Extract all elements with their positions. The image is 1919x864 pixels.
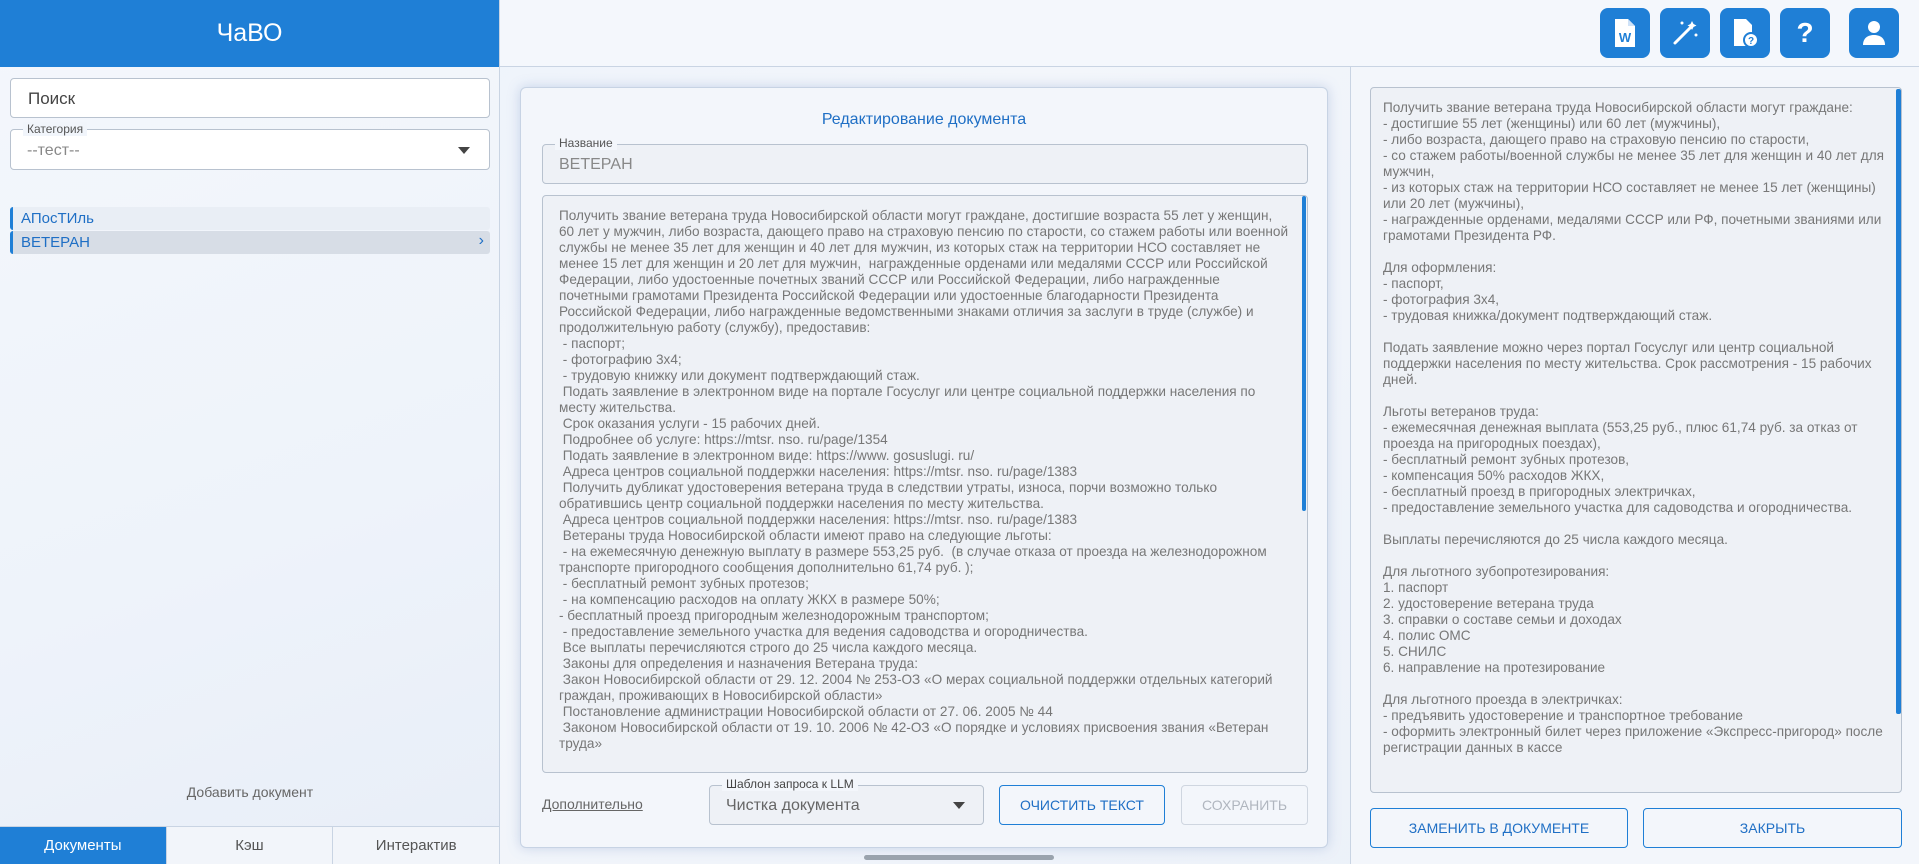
document-name-field[interactable]: [542, 136, 1308, 184]
sidebar: [0, 0, 500, 864]
document-editor: [520, 87, 1328, 848]
result-text-area[interactable]: Получить звание ветерана труда Новосибирской области могут граждане: - достигшие 55 лет (женщины) или 60 лет (мужчины), - либо возраста, дающего право на страховую пенсию по старости, - со стажем работы/военной службы не менее 35 лет для женщин и 40 лет для мужчин, - из которых стаж на территории НСО составляет не менее 15 лет (женщины) или 20 лет (мужчины), - награжденные орденами, медалями СССР или РФ, почетными званиями или грамотами Президента РФ. Для оформления: - паспорт, - фотография 3х4, - трудовая книжка/документ подтверждающий стаж. Подать заявление можно через портал Госуслуг или центр социальной поддержки населения по месту жительства. Срок рассмотрения - 15 рабочих дней. Льготы ветеранов труда: - ежемесячная денежная выплата (553,25 руб., плюс 61,74 руб. за отказ от проезда на пригородных поездах), - бесплатный ремонт зубных протезов, - компенсация 50% расходов ЖКХ, - бесплатный проезд в пригородных электричках, - предоставление земельного участка для садоводства и огородничества. Выплаты перечисляются до 25 числа каждого месяца. Для льготного зубопротезирования: 1. паспорт 2. удостоверение ветерана труда 3. справки о составе семьи и доходах 4. полис ОМС 5. СНИЛС 6. направление на протезирование Для льготного проезда в электричках: - предъявить удостоверение и транспортное требование - оформить электронный билет через приложение «Экспресс-пригород» после регистрации данных в кассе: [1370, 87, 1902, 793]
document-help-button[interactable]: [1720, 8, 1770, 58]
user-button[interactable]: [1849, 8, 1899, 58]
category-select[interactable]: [10, 122, 490, 170]
document-name-value: ВЕТЕРАН: [559, 156, 633, 173]
category-value: --тест--: [27, 142, 80, 159]
document-list: [10, 207, 490, 255]
document-item-label: АПосТИль: [21, 210, 94, 227]
tab-cache[interactable]: Кэш: [167, 827, 334, 864]
llm-template-value: Чистка документа: [726, 797, 860, 814]
caret-down-icon: [953, 802, 965, 809]
tab-interactive[interactable]: Интерактив: [333, 827, 500, 864]
word-document-icon: [1612, 18, 1638, 48]
help-icon: ?: [1796, 17, 1814, 48]
word-export-button[interactable]: [1600, 8, 1650, 58]
bottom-tabs: [0, 826, 500, 864]
save-button[interactable]: СОХРАНИТЬ: [1181, 785, 1308, 825]
clear-text-button[interactable]: ОЧИСТИТЬ ТЕКСТ: [999, 785, 1165, 825]
document-item-label: ВЕТЕРАН: [21, 234, 91, 251]
svg-text:?: ?: [1747, 36, 1755, 47]
help-button[interactable]: [1780, 8, 1830, 58]
app-title: ЧаВО: [0, 0, 499, 67]
more-link[interactable]: Дополнительно: [542, 796, 643, 812]
close-button[interactable]: ЗАКРЫТЬ: [1643, 808, 1902, 848]
result-text-scrollbar[interactable]: [1896, 89, 1901, 714]
document-text-scrollbar[interactable]: [1302, 196, 1306, 511]
chevron-right-icon: ›: [478, 232, 484, 249]
llm-template-label: Шаблон запроса к LLM: [722, 777, 858, 791]
magic-wand-icon: [1670, 18, 1700, 48]
document-question-icon: [1731, 18, 1759, 48]
result-panel: [1350, 67, 1919, 864]
search-input[interactable]: Поиск: [10, 78, 490, 118]
add-document-button[interactable]: Добавить документ: [186, 784, 314, 800]
magic-button[interactable]: [1660, 8, 1710, 58]
user-icon: [1860, 19, 1888, 47]
caret-down-icon: [458, 147, 470, 154]
document-item-apostille[interactable]: [10, 207, 490, 230]
svg-text:W: W: [1618, 30, 1632, 45]
document-item-veteran[interactable]: [10, 231, 490, 254]
replace-in-document-button[interactable]: ЗАМЕНИТЬ В ДОКУМЕНТЕ: [1370, 808, 1628, 848]
editor-title: Редактирование документа: [821, 111, 1027, 128]
document-name-label: Название: [555, 136, 617, 150]
tab-documents[interactable]: Документы: [0, 827, 167, 864]
document-text-area[interactable]: Получить звание ветерана труда Новосибирской области могут граждане, достигшие возраста 55 лет у женщин, 60 лет у мужчин, либо возраста, дающего право на страховую пенсию по старости, со стажем работы или военной службы не менее 35 лет для женщин и 40 лет для мужчин, из которых стаж на территории НСО составляет не менее 15 лет для женщин и 20 лет для мужчин, награжденные орденами или медалями СССР или Российской Федерации, либо удостоенные почетных званий СССР или Российской Федерации, либо награжденные почетными грамотами Президента Российской Федерации или удостоенные благодарности Президента Российской Федерации, либо награжденные ведомственными знаками отличия за заслуги в труде (службе) и продолжительную работу (службу), предоставив: - паспорт; - фотографию 3х4; - трудовую книжку или документ подтверждающий стаж. Подать заявление в электронном виде на портале Госуслуг или центре социальной поддержки населения по месту жительства. Срок оказания услуги - 15 рабочих дней. Подробнее об услуге: https://mtsr. nso. ru/page/1354 Подать заявление в электронном виде: https://www. gosuslugi. ru/ Адреса центров социальной поддержки населения: https://mtsr. nso. ru/page/1383 Получить дубликат удостоверения ветерана труда в следствии утраты, износа, порчи возможно только обратившись центр социальной поддержки населения по месту жительства. Адреса центров социальной поддержки населения: https://mtsr. nso. ru/page/1383 Ветераны труда Новосибирской области имеют право на следующие льготы: - на ежемесячную денежную выплату в размере 553,25 руб. (в случае отказа от проезда на железнодорожном транспорте пригородного сообщения дополнительно 61,74 руб. ); - бесплатный ремонт зубных протезов; - на компенсацию расходов на оплату ЖКХ в размере 50%; - бесплатный проезд пригородным железнодорожным транспортом; - предоставление земельного участка для ведения садоводства и огородничества. Все выплаты перечисляются строго до 25 числа каждого месяца. Законы для определения и назначения Ветерана труда: Закон Новосибирской области от 29. 12. 2004 № 253-ОЗ «О мерах социальной поддержки отдельных категорий граждан, проживающих в Новосибирской области» Постановление администрации Новосибирской области от 27. 06. 2005 № 44 Законом Новосибирской области от 19. 10. 2006 № 42-ОЗ «О порядке и условиях присвоения звания «Ветеран труда»: [542, 195, 1308, 773]
category-label: Категория: [23, 122, 87, 136]
drag-handle[interactable]: [864, 855, 1054, 860]
topbar: [500, 0, 1919, 67]
llm-template-select[interactable]: [709, 777, 984, 825]
